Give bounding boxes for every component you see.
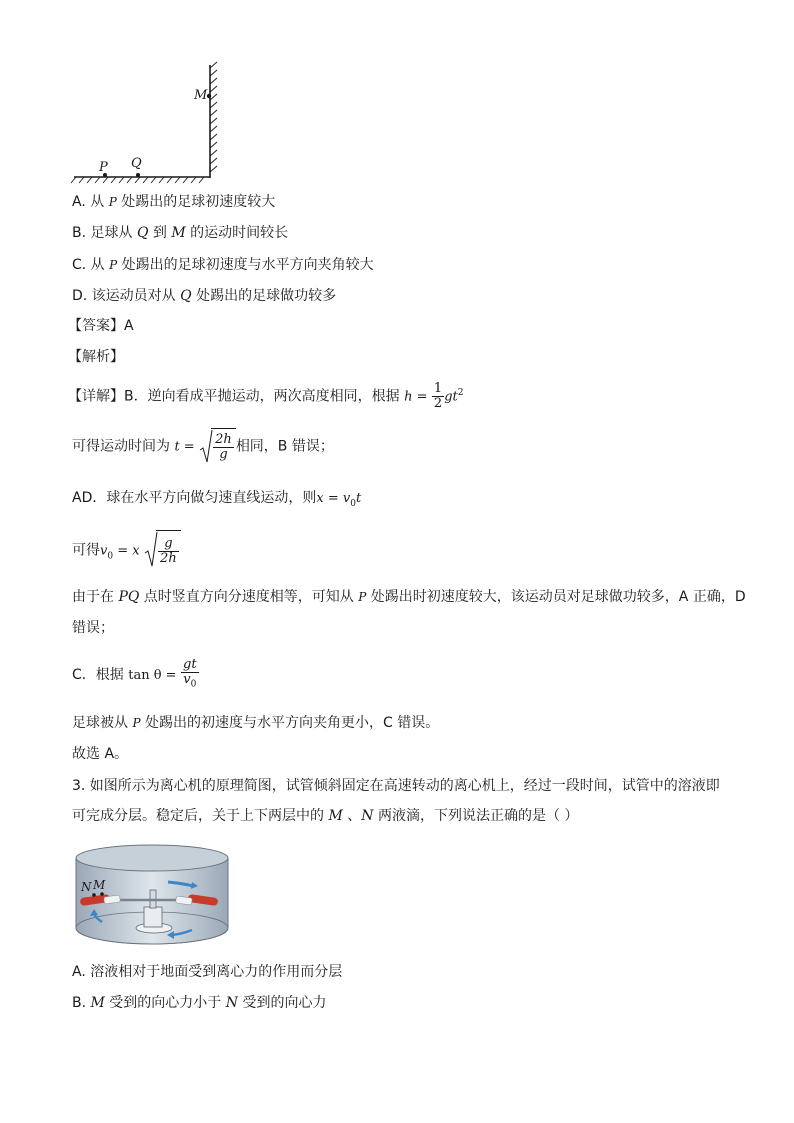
label-q: Q [131,156,142,171]
point-m-marker [207,94,211,98]
detail-line-7: C．根据 tan θ = $\frac{gt}{v_0}$ [72,657,197,690]
detail-line-3: AD．球在水平方向做匀速直线运动，则$x = v_0t$ [72,490,362,509]
detail-line-4: 可得$v_0 = x$ $\frac{g}{2h}$ [72,530,181,570]
option-b: B. 足球从 Q 到 M 的运动时间较长 [72,225,289,241]
question-3-option-a: A. 溶液相对于地面受到离心力的作用而分层 [72,964,343,980]
sqrt-g-over-2h: $\frac{g}{2h}$ [144,530,181,571]
figure-ground-wall [70,60,230,185]
figure-centrifuge [72,842,232,947]
analysis-heading: 【解析】 [68,349,124,365]
detail-line-8: 足球被从 P 处踢出的初速度与水平方向夹角更小，C 错误。 [72,715,440,731]
fraction-one-half: $\frac{1}{2}$ [433,381,443,412]
detail-line-9: 故选 A。 [72,746,129,762]
option-c: C. 从 P 处踢出的足球初速度与水平方向夹角较大 [72,257,374,273]
detail-line-1: 【详解】B．逆向看成平抛运动，两次高度相同，根据 h = $\frac{1}{2}$ $gt^2$ [68,381,464,412]
question-3-line-1: 3. 如图所示为离心机的原理简图，试管倾斜固定在高速转动的离心机上，经过一段时间，试管中的溶液即 [72,778,720,794]
label-p: P [99,160,108,175]
detail-line-6: 错误； [72,620,114,636]
detail-line-2: 可得运动时间为 t = $\frac{2h}{g}$ 相同，B 错误； [72,428,334,464]
question-3-line-2: 可完成分层。稳定后，关于上下两层中的 M 、N 两液滴，下列说法正确的是（ ） [72,808,579,824]
centrifuge-label-n: N [81,880,92,894]
option-d: D. 该运动员对从 Q 处踢出的足球做功较多 [72,288,337,304]
option-a: A. 从 P 处踢出的足球初速度较大 [72,194,276,210]
fraction-gt-over-v0: $\frac{gt}{v_0}$ [183,657,197,690]
point-q-marker [136,173,140,177]
sqrt-2h-over-g: $\frac{2h}{g}$ [199,428,236,465]
centrifuge-label-m: M [93,878,106,892]
question-3-option-b: B. M 受到的向心力小于 N 受到的向心力 [72,995,327,1011]
label-m: M [194,88,208,103]
detail-line-5: 由于在 PQ 点时竖直方向分速度相等，可知从 P 处踢出时初速度较大，该运动员对足球做功较多，A 正确，D [72,589,746,605]
answer-line: 【答案】A [68,318,134,334]
